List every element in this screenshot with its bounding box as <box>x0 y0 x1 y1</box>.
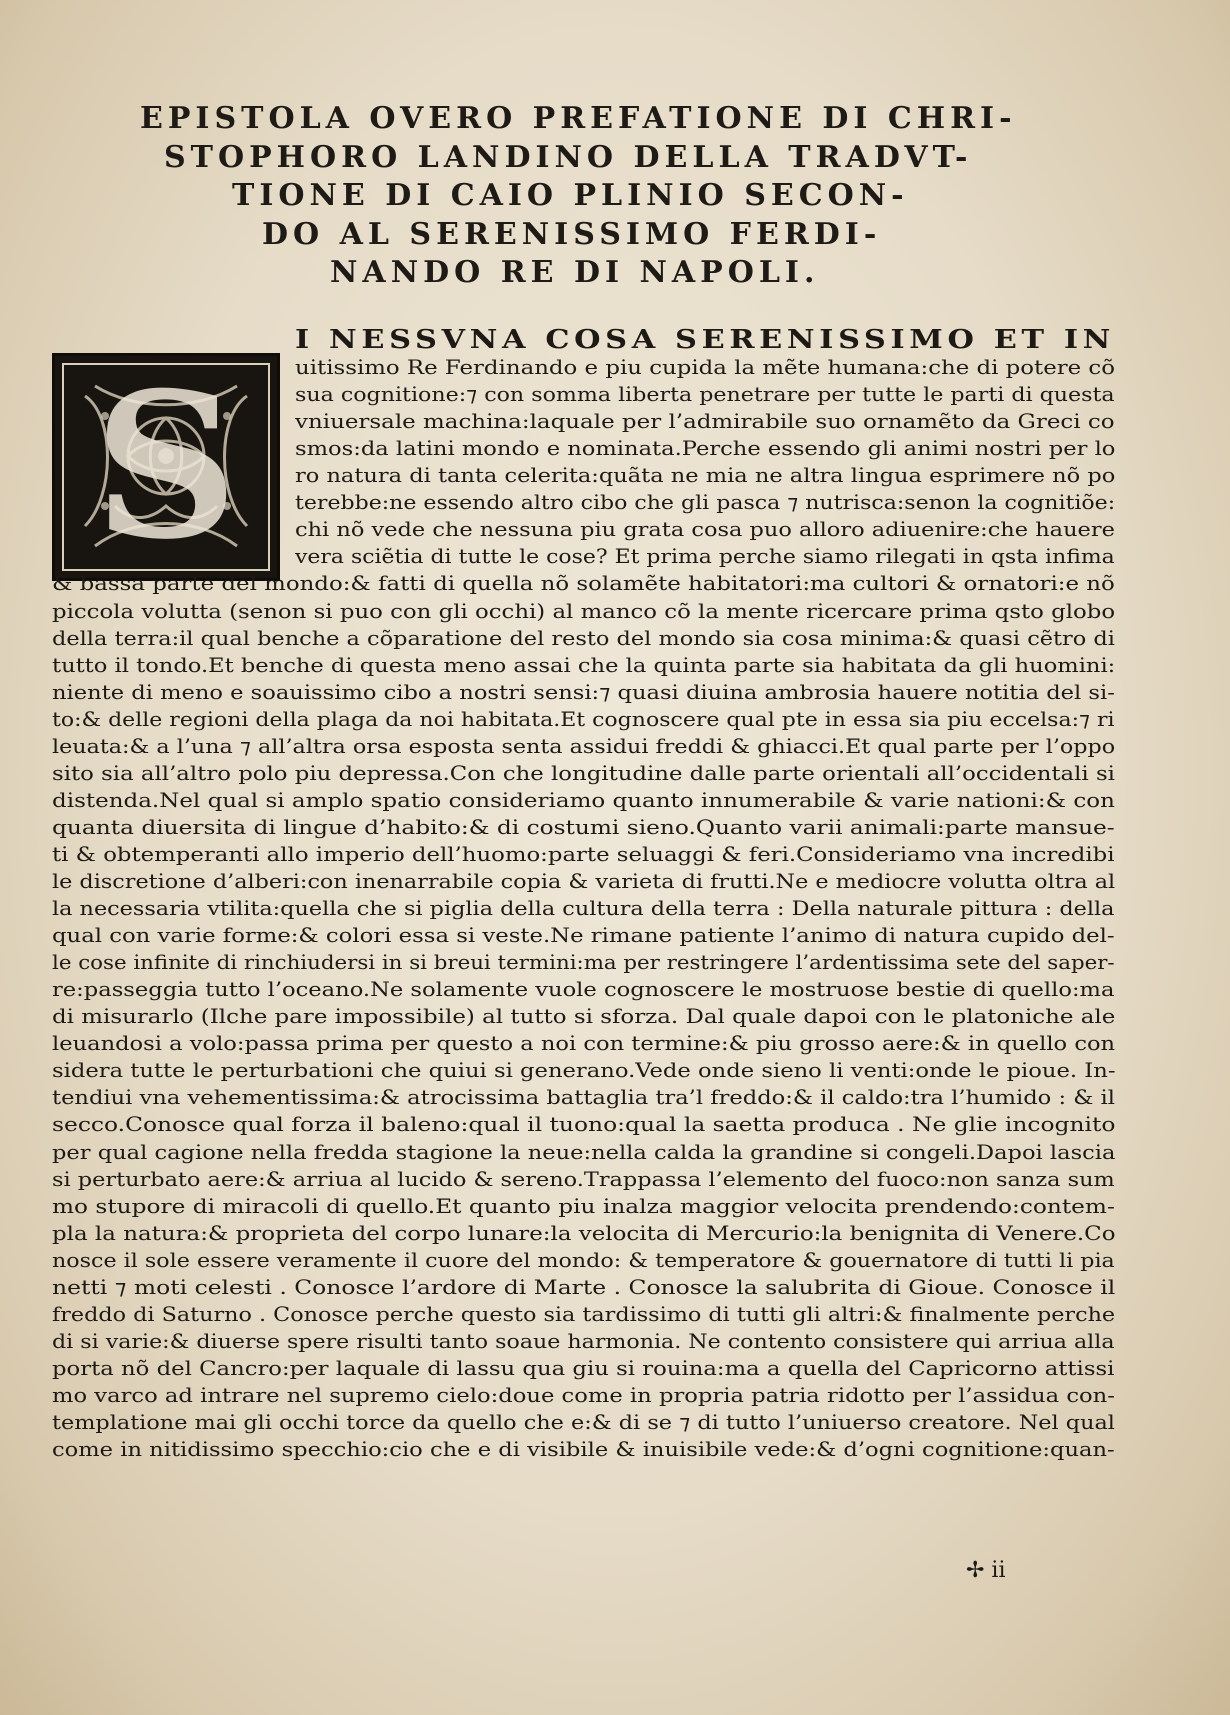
body-line: si perturbato aere:& arriua al lucido & sereno.Trappassa l’elemento del fuoco:non sanza sum <box>52 1166 1115 1191</box>
body-line: porta nõ del Cancro:per laquale di lassu qua giu si rouina:ma a quella del Capricorno attissi <box>52 1355 1115 1380</box>
body-line: ro natura di tanta celerita:quãta ne mia ne altra lingua esprimere nõ po <box>295 463 1116 488</box>
body-line: sidera tutte le perturbationi che quiui si generano.Vede onde sieno li venti:onde le pioue. In- <box>52 1058 1116 1083</box>
body-line: leuandosi a volo:passa prima per questo a noi con termine:& piu grosso aere:& in quello con <box>52 1031 1116 1056</box>
signature-mark: ✢ ii <box>966 1558 1006 1583</box>
body-line: vniuersale machina:laquale per l’admirabile suo ornamẽto da Greci co <box>295 409 1115 434</box>
body-line: terebbe:ne essendo altro cibo che gli pasca ⁊ nutrisca:senon la cognitiõe: <box>295 490 1116 515</box>
body-line: di si varie:& diuerse spere risulti tanto soaue harmonia. Ne contento consistere qui arriua alla <box>52 1328 1115 1353</box>
decorated-initial <box>52 349 280 584</box>
body-line: la necessaria vtilita:quella che si piglia della cultura della terra : Della naturale pittura : della <box>52 896 1115 921</box>
title-line: EPISTOLA OVERO PREFATIONE DI CHRI- <box>140 101 1017 136</box>
body-line: per qual cagione nella fredda stagione la neue:nella calda la grandine si congeli.Dapoi lascia <box>52 1139 1116 1164</box>
body-line: sua cognitione:⁊ con somma liberta penetrare per tutte le parti di questa <box>295 382 1115 407</box>
body-line: tutto il tondo.Et benche di questa meno assai che la quinta parte sia habitata da gli huomini: <box>52 652 1116 677</box>
title-line: TIONE DI CAIO PLINIO SECON- <box>232 178 909 213</box>
body-line: mo varco ad intrare nel supremo cielo:doue come in propria patria ridotto per l’assidua con- <box>52 1382 1115 1407</box>
initial-letter: S <box>93 349 239 584</box>
body-line: le discretione d’alberi:con inenarrabile copia & varieta di frutti.Ne e mediocre volutta oltra al <box>52 869 1116 893</box>
body-line: pla la natura:& proprieta del corpo lunare:la velocita di Mercurio:la benignita di Venere.Co <box>52 1220 1116 1245</box>
body-line: niente di meno e soauissimo cibo a nostri sensi:⁊ quasi diuina ambrosia hauere notitia del si- <box>52 679 1115 704</box>
title-line: NANDO RE DI NAPOLI. <box>330 255 820 290</box>
body-opening-line: I NESSVNA COSA SERENISSIMO ET IN <box>295 325 1116 355</box>
body-line: sito sia all’altro polo piu depressa.Con che longitudine dalle parte orientali all’occidentali si <box>52 760 1115 785</box>
body-line: qual con varie forme:& colori essa si veste.Ne rimane patiente l’animo di natura cupido del- <box>52 923 1115 948</box>
body-line: & bassa parte del mondo:& fatti di quella nõ solamẽte habitatori:ma cultori & ornatori:e nõ <box>52 571 1115 596</box>
body-line: di misurarlo (Ilche pare impossibile) al tutto si sforza. Dal quale dapoi con le platoniche ale <box>52 1004 1116 1029</box>
body-line: piccola volutta (senon si puo con gli occhi) al manco cõ la mente ricercare prima qsto globo <box>52 598 1116 623</box>
body-line: vera sciẽtia di tutte le cose? Et prima perche siamo rilegati in qsta infima <box>295 544 1115 569</box>
page-title <box>140 100 1040 293</box>
body-line: templatione mai gli occhi torce da quello che e:& di se ⁊ di tutto l’uniuerso creatore. Nel qual <box>52 1410 1115 1434</box>
body-line: tendiui vna vehementissima:& atrocissima battaglia tra’l freddo:& il caldo:tra l’humido : & il <box>52 1085 1115 1110</box>
body-line: quanta diuersita di lingue d’habito:& di costumi sieno.Quanto varii animali:parte mansue- <box>52 814 1115 839</box>
body-line: leuata:& a l’una ⁊ all’altra orsa esposta senta assidui freddi & ghiacci.Et qual parte per l’oppo <box>52 733 1116 758</box>
title-line: DO AL SERENISSIMO FERDI- <box>262 216 882 252</box>
body-line: re:passeggia tutto l’oceano.Ne solamente vuole cognoscere le mostruose bestie di quello:ma <box>52 977 1115 1002</box>
body-line: uitissimo Re Ferdinando e piu cupida la mẽte humana:che di potere cõ <box>295 355 1115 380</box>
body-line: secco.Conosce qual forza il baleno:qual il tuono:qual la saetta produca . Ne glie incognito <box>52 1112 1116 1137</box>
body-line: chi nõ vede che nessuna piu grata cosa puo alloro adiuenire:che hauere <box>295 517 1115 542</box>
body-line: nosce il sole essere veramente il cuore del mondo: & temperatore & gouernatore di tutti li pia <box>52 1247 1115 1272</box>
body-line: mo stupore di miracoli di quello.Et quanto piu inalza maggior velocita prendendo:contem- <box>52 1193 1115 1218</box>
body-line: come in nitidissimo specchio:cio che e di visibile & inuisibile vede:& d’ogni cognitione:quan- <box>52 1437 1115 1462</box>
body-line: le cose infinite di rinchiudersi in si breui termini:ma per restringere l’ardentissima sete del saper- <box>52 950 1115 975</box>
body-line: to:& delle regioni della plaga da noi habitata.Et cognoscere qual pte in essa sia piu eccelsa:⁊ ri <box>52 706 1115 731</box>
body-line: della terra:il qual benche a cõparatione del resto del mondo sia cosa minima:& quasi cẽtro di <box>52 625 1115 650</box>
body-line: smos:da latini mondo e nominata.Perche essendo gli animi nostri per lo <box>295 436 1116 461</box>
body-line: distenda.Nel qual si amplo spatio consideriamo quanto innumerabile & varie nationi:& con <box>52 787 1115 812</box>
body-line: freddo di Saturno . Conosce perche questo sia tardissimo di tutti gli altri:& finalmente perche <box>52 1301 1116 1326</box>
body-line: ti & obtemperanti allo imperio dell’huomo:parte seluaggi & feri.Consideriamo vna incredibi <box>52 841 1115 866</box>
body-line: netti ⁊ moti celesti . Conosce l’ardore di Marte . Conosce la salubrita di Gioue. Conosce il <box>52 1274 1116 1299</box>
title-line: STOPHORO LANDINO DELLA TRADVT- <box>164 139 973 175</box>
